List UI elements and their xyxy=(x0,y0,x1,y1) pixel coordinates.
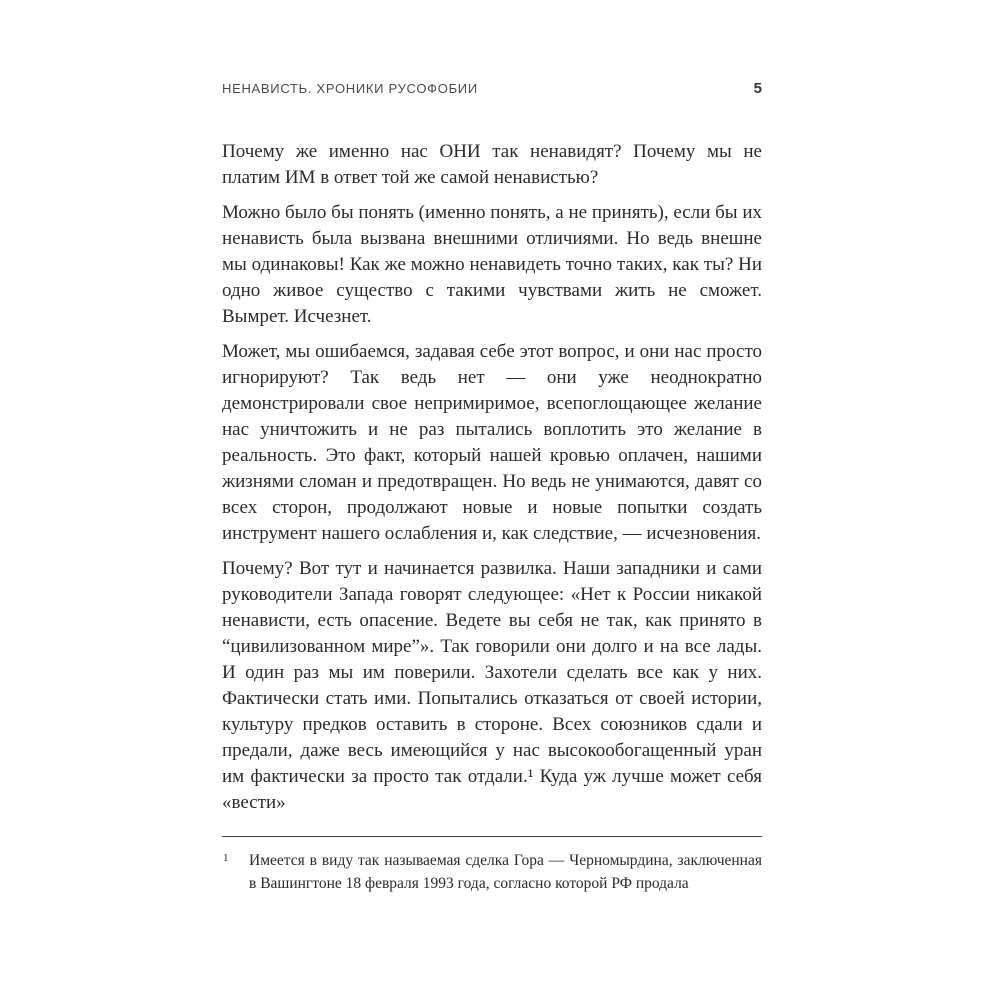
footnote-text: Имеется в виду так называемая сделка Гора — Черномырдина, заключенная в Вашингтоне 18 февраля 1993 года, согласно которой РФ продала xyxy=(249,852,762,892)
footnote-marker: 1 xyxy=(223,852,229,864)
paragraph-3: Может, мы ошибаемся, задавая себе этот вопрос, и они нас просто игнорируют? Так ведь нет — они уже неоднократно демонстрировали свое непримиримое, всепоглощающее желание нас уничтожить и не раз пытались воплотить это желание в реальность. Это факт, который нашей кровью оплачен, нашими жизнями сломан и предотвращен. Но ведь не унимаются, давят со всех сторон, продолжают новые и новые попытки создать инструмент нашего ослабления и, как следствие, — исчезновения. xyxy=(222,341,762,544)
paragraph-2: Можно было бы понять (именно понять, а не принять), если бы их ненависть была вызвана внешними отличиями. Но ведь внешне мы одинаковы! Как же можно ненавидеть точно таких, как ты? Ни одно живое существо с такими чувствами жить не сможет. Вымрет. Исчезнет. xyxy=(222,202,762,327)
footnote-separator xyxy=(222,836,762,837)
running-title: НЕНАВИСТЬ. ХРОНИКИ РУСОФОБИИ xyxy=(222,81,478,96)
text-column xyxy=(222,80,762,895)
page-body xyxy=(222,139,762,816)
footnote xyxy=(222,849,762,895)
page-number: 5 xyxy=(753,80,762,97)
page-header xyxy=(222,80,762,97)
paragraph-4: Почему? Вот тут и начинается развилка. Наши западники и сами руководители Запада говорят следующее: «Нет к России никакой ненависти, есть опасение. Ведете вы себя не так, как принято в “цивилизованном мире”». Так говорили они долго и на все лады. И один раз мы им поверили. Захотели сделать все как у них. Фактически стать ими. Попытались отказаться от своей истории, культуру предков оставить в стороне. Всех союзников сдали и предали, даже весь имеющийся у нас высокообогащенный уран им фактически за просто так отдали.¹ Куда уж лучше может себя «вести» xyxy=(222,558,762,813)
footnote-section xyxy=(222,836,762,895)
paragraph-1: Почему же именно нас ОНИ так ненавидят? Почему мы не платим ИМ в ответ той же самой ненавистью? xyxy=(222,141,762,188)
